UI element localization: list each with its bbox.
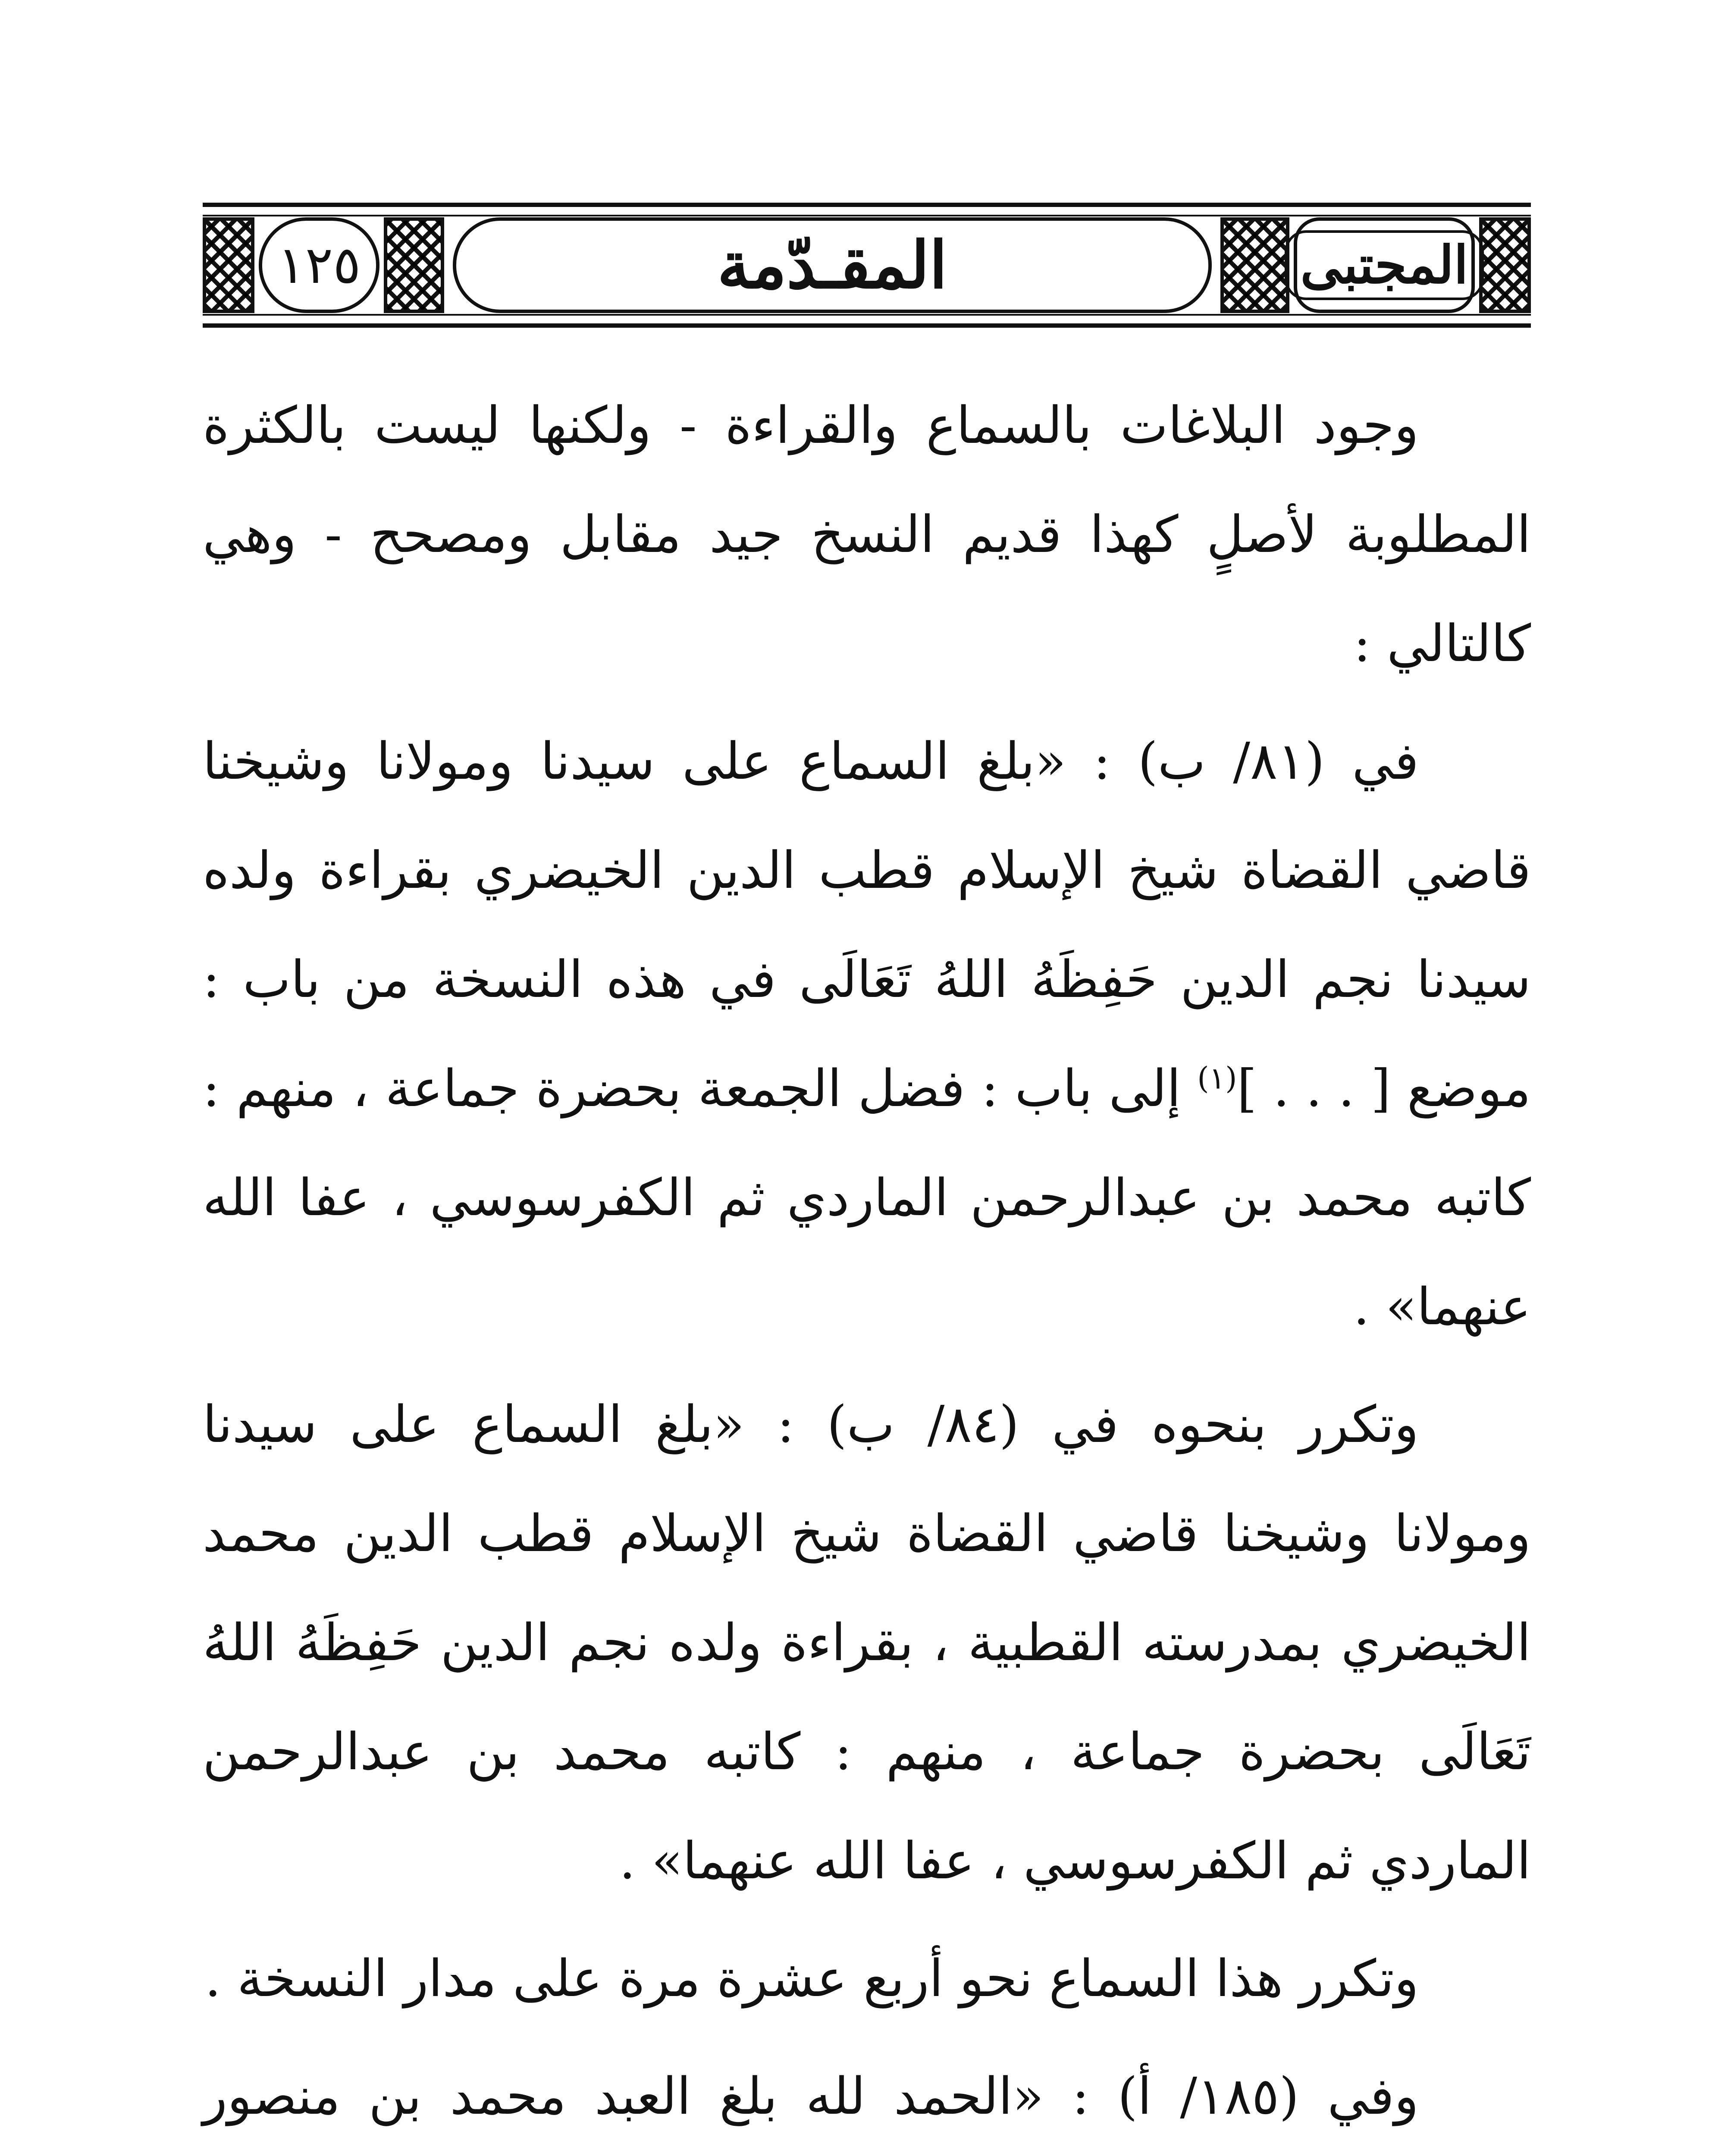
page-number: ١٢٥: [259, 217, 379, 313]
header-ornament-left-inner: [384, 217, 444, 313]
paragraph: [203, 707, 1531, 1361]
paragraph: وفي (١٨٥/ أ) : «الحمد لله بلغ العبد محمد بن منصور: [203, 2066, 1419, 2126]
paragraph: وتكرر هذا السماع نحو أربع عشرة مرة على مدار النسخة .: [204, 1949, 1419, 2008]
paragraph: وتكرر بنحوه في (٨٤/ ب) : «بلغ السماع على سيدنا ومولانا وشيخنا قاضي القضاة شيخ الإسلام قطب الدين محمد الخيضري بمدرسته القطبية ، بقراءة ولده نجم الدين حَفِظَهُ اللهُ تَعَالَى بحضرة جماعة ، منهم : كاتبه محمد بن عبدالرحمن الماردي ثم الكفرسوسي ، عفا الله عنهما» .: [203, 1395, 1531, 1890]
series-logo-text: المجتبى: [1285, 230, 1483, 300]
paragraph-text: إلى باب : فضل الجمعة بحضرة جماعة ، منهم : كاتبه محمد بن عبدالرحمن الماردي ثم الكفرسوسي ، عفا الله عنهما» .: [203, 1059, 1531, 1336]
page-header: [203, 203, 1531, 328]
footnote-reference: (١): [1197, 1060, 1237, 1096]
header-ornament-right: [1479, 217, 1531, 313]
page-title: المقـدّمة: [453, 217, 1212, 313]
paragraph: وجود البلاغات بالسماع والقراءة - ولكنها ليست بالكثرة المطلوبة لأصلٍ كهذا قديم النسخ جيد مقابل ومصحح - وهي كالتالي :: [203, 395, 1531, 673]
main-text: [203, 371, 1531, 2156]
series-logo: [1294, 217, 1475, 313]
header-ornament-right-inner: [1220, 217, 1289, 313]
paragraph-text: في (٨١/ ب) : «بلغ السماع على سيدنا ومولانا وشيخنا قاضي القضاة شيخ الإسلام قطب الدين الخيضري بقراءة ولده سيدنا نجم الدين حَفِظَهُ اللهُ تَعَالَى في هذه النسخة من باب : موضع [ . . . ]: [203, 731, 1531, 1118]
header-ornament-left: [203, 217, 254, 313]
